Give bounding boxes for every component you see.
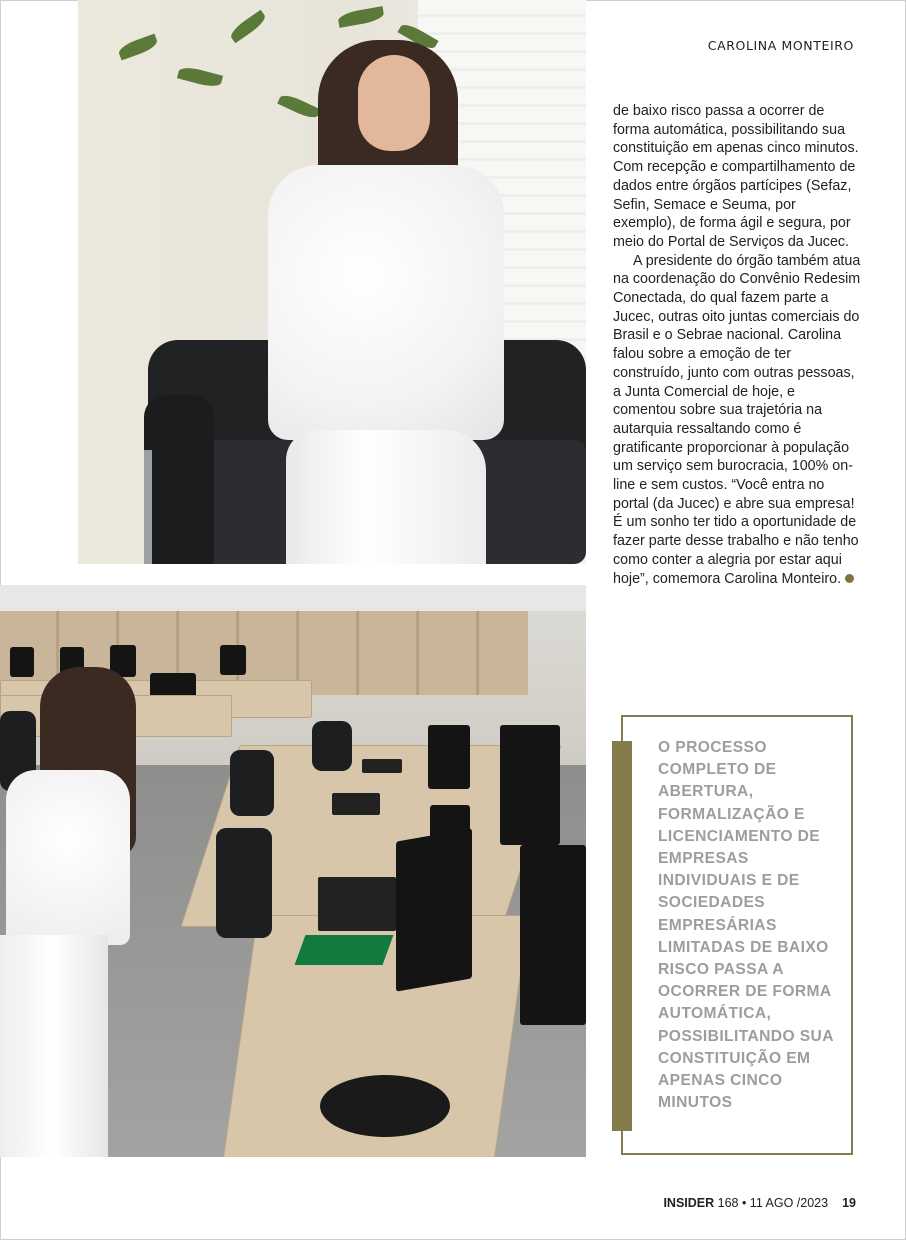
end-mark-icon [845, 574, 854, 583]
magazine-brand: INSIDER [663, 1196, 715, 1210]
green-mousepad [295, 935, 394, 965]
person-lace-top [6, 770, 130, 945]
plant-leaf [177, 65, 223, 90]
page-footer [663, 1196, 856, 1210]
monitor [396, 828, 472, 991]
article-paragraph: de baixo risco passa a ocorrer de forma automática, possibilitando sua constituição em apenas cinco minutos. Com recepção e compartilhamento de dados entre órgãos partícipes (Sefaz, Sefin, Semace e Seuma, por exemplo), de forma ágil e segura, por meio do Portal de Serviços da Jucec. [613, 103, 859, 250]
office-chair [230, 750, 274, 816]
plant-leaf [337, 6, 385, 28]
keyboard [318, 877, 396, 931]
person-face [358, 55, 430, 151]
person-lace-top [268, 165, 504, 440]
plant-leaf [117, 34, 159, 61]
monitor [220, 645, 246, 675]
keyboard [332, 793, 380, 815]
page-number: 19 [842, 1196, 856, 1210]
office-chair [216, 828, 272, 938]
person-skirt [0, 935, 108, 1157]
pull-quote-text: O PROCESSO COMPLETO DE ABERTURA, FORMALIZAÇÃO E LICENCIAMENTO DE EMPRESAS INDIVIDUAIS E DE SOCIEDADES EMPRESÁRIAS LIMITADAS DE BAIXO RISCO PASSA A OCORRER DE FORMA AUTOMÁTICA, POSSIBILITANDO SUA CONSTITUIÇÃO EM APENAS CINCO MINUTOS [658, 739, 834, 1112]
office-photo [0, 585, 586, 1157]
edition-info: 168 • 11 AGO /2023 [714, 1196, 829, 1210]
plant-leaf [277, 92, 321, 122]
keyboard [362, 759, 402, 773]
article-paragraph-text: A presidente do órgão também atua na coordenação do Convênio Redesim Conectada, do qual fazem parte a Jucec, outras oito juntas comerciais do Brasil e o Sebrae nacional. Carolina falou sobre a emoção de ter construído, junto com outras pessoas, a Junta Comercial de hoje, e comentou sobre sua trajetória na autarquia ressaltando como é gratificante proporcionar à população um serviço sem burocracia, 100% on-line e sem custos. “Você entra no portal (da Jucec) e abre sua empresa! É um sonho ter tido a oportunidade de fazer parte desse trabalho e não tenho como conter a alegria por estar aqui hoje”, comemora Carolina Monteiro. [613, 252, 861, 587]
article-paragraph [613, 252, 861, 589]
office-chair [312, 721, 352, 771]
article-body [613, 102, 861, 588]
monitor [10, 647, 34, 677]
black-mousepad [320, 1075, 450, 1137]
portrait-photo [78, 0, 586, 564]
author-name: CAROLINA MONTEIRO [707, 38, 854, 53]
monitor [428, 725, 470, 789]
office-ceiling [0, 585, 586, 611]
monitor [500, 725, 560, 845]
sofa-arm [144, 395, 214, 564]
sofa-leg [144, 450, 152, 564]
person-skirt [286, 430, 486, 564]
plant-leaf [228, 10, 268, 44]
monitor [520, 845, 586, 1025]
pull-quote-bar [612, 741, 632, 1131]
